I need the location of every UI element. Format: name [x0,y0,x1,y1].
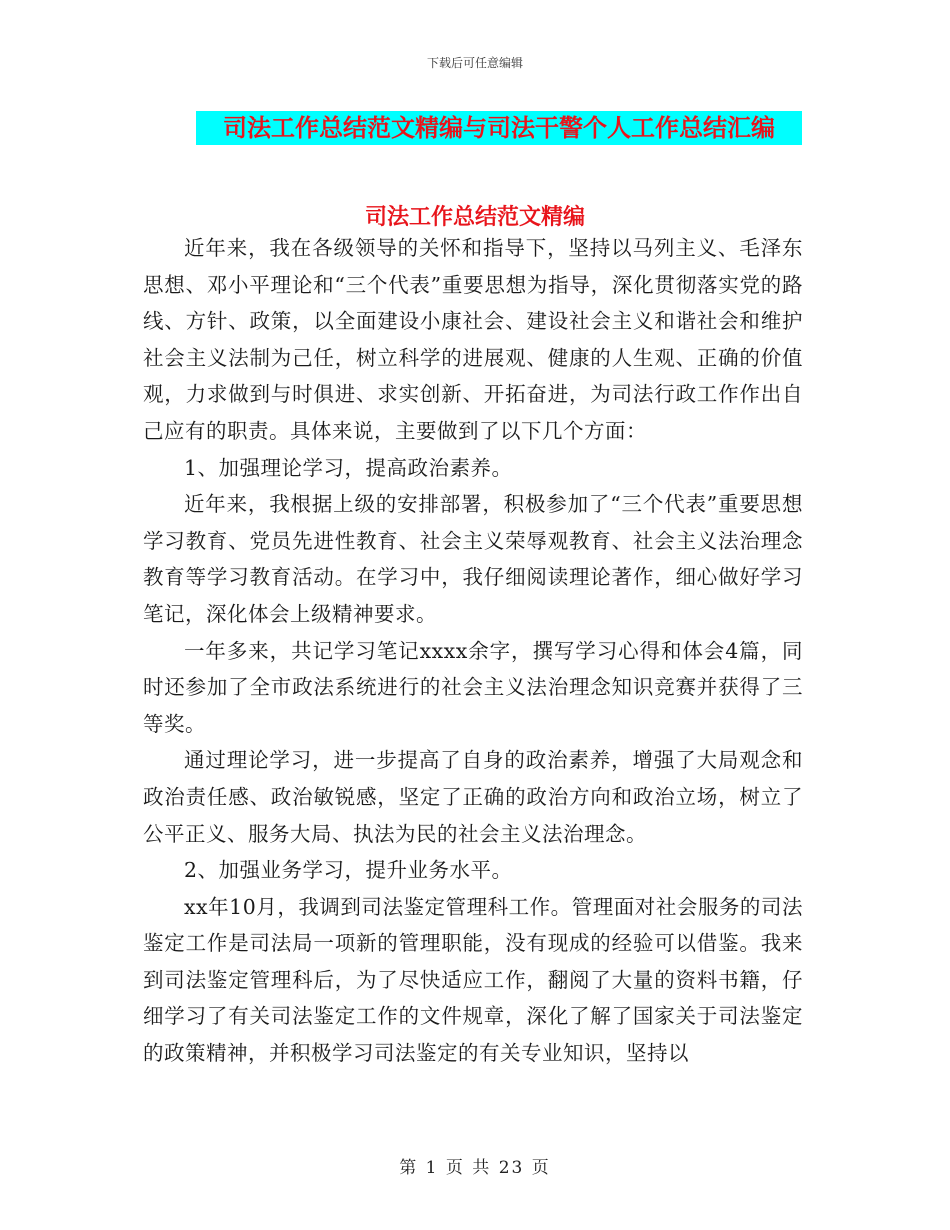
paragraph: xx年10月，我调到司法鉴定管理科工作。管理面对社会服务的司法鉴定工作是司法局一项新的管理职能，没有现成的经验可以借鉴。我来到司法鉴定管理科后，为了尽快适应工作，翻阅了大量的资料书籍，仔细学习了有关司法鉴定工作的文件规章，深化了解了国家关于司法鉴定的政策精神，并积极学习司法鉴定的有关专业知识，坚持以 [143,894,803,1066]
document-body [143,230,803,1072]
section-title: 司法工作总结范文精编 [364,205,585,230]
main-title: 司法工作总结范文精编与司法干警个人工作总结汇编 [223,114,775,142]
paragraph: 近年来，我根据上级的安排部署，积极参加了“三个代表”重要思想学习教育、党员先进性教育、社会主义荣辱观教育、社会主义法治理念教育等学习教育活动。在学习中，我仔细阅读理论著作，细心做好学习笔记，深化体会上级精神要求。 [143,492,803,626]
paragraph: 近年来，我在各级领导的关怀和指导下，坚持以马列主义、毛泽东思想、邓小平理论和“三个代表”重要思想为指导，深化贯彻落实党的路线、方针、政策，以全面建设小康社会、建设社会主义和谐社会和维护社会主义法制为己任，树立科学的进展观、健康的人生观、正确的价值观，力求做到与时俱进、求实创新、开拓奋进，为司法行政工作作出自己应有的职责。具体来说，主要做到了以下几个方面： [143,236,803,443]
main-title-highlight [196,111,802,145]
page-number: 第 1 页 共 23 页 [399,1158,551,1178]
page-header-note: 下载后可任意编辑 [426,56,523,70]
paragraph: 通过理论学习，进一步提高了自身的政治素养，增强了大局观念和政治责任感、政治敏锐感，坚定了正确的政治方向和政治立场，树立了公平正义、服务大局、执法为民的社会主义法治理念。 [143,748,803,846]
paragraph-heading: 1、加强理论学习，提高政治素养。 [184,455,513,480]
paragraph: 一年多来，共记学习笔记xxxx余字，撰写学习心得和体会4篇，同时还参加了全市政法系统进行的社会主义法治理念知识竞赛并获得了三等奖。 [143,638,803,736]
paragraph-heading: 2、加强业务学习，提升业务水平。 [184,858,513,883]
